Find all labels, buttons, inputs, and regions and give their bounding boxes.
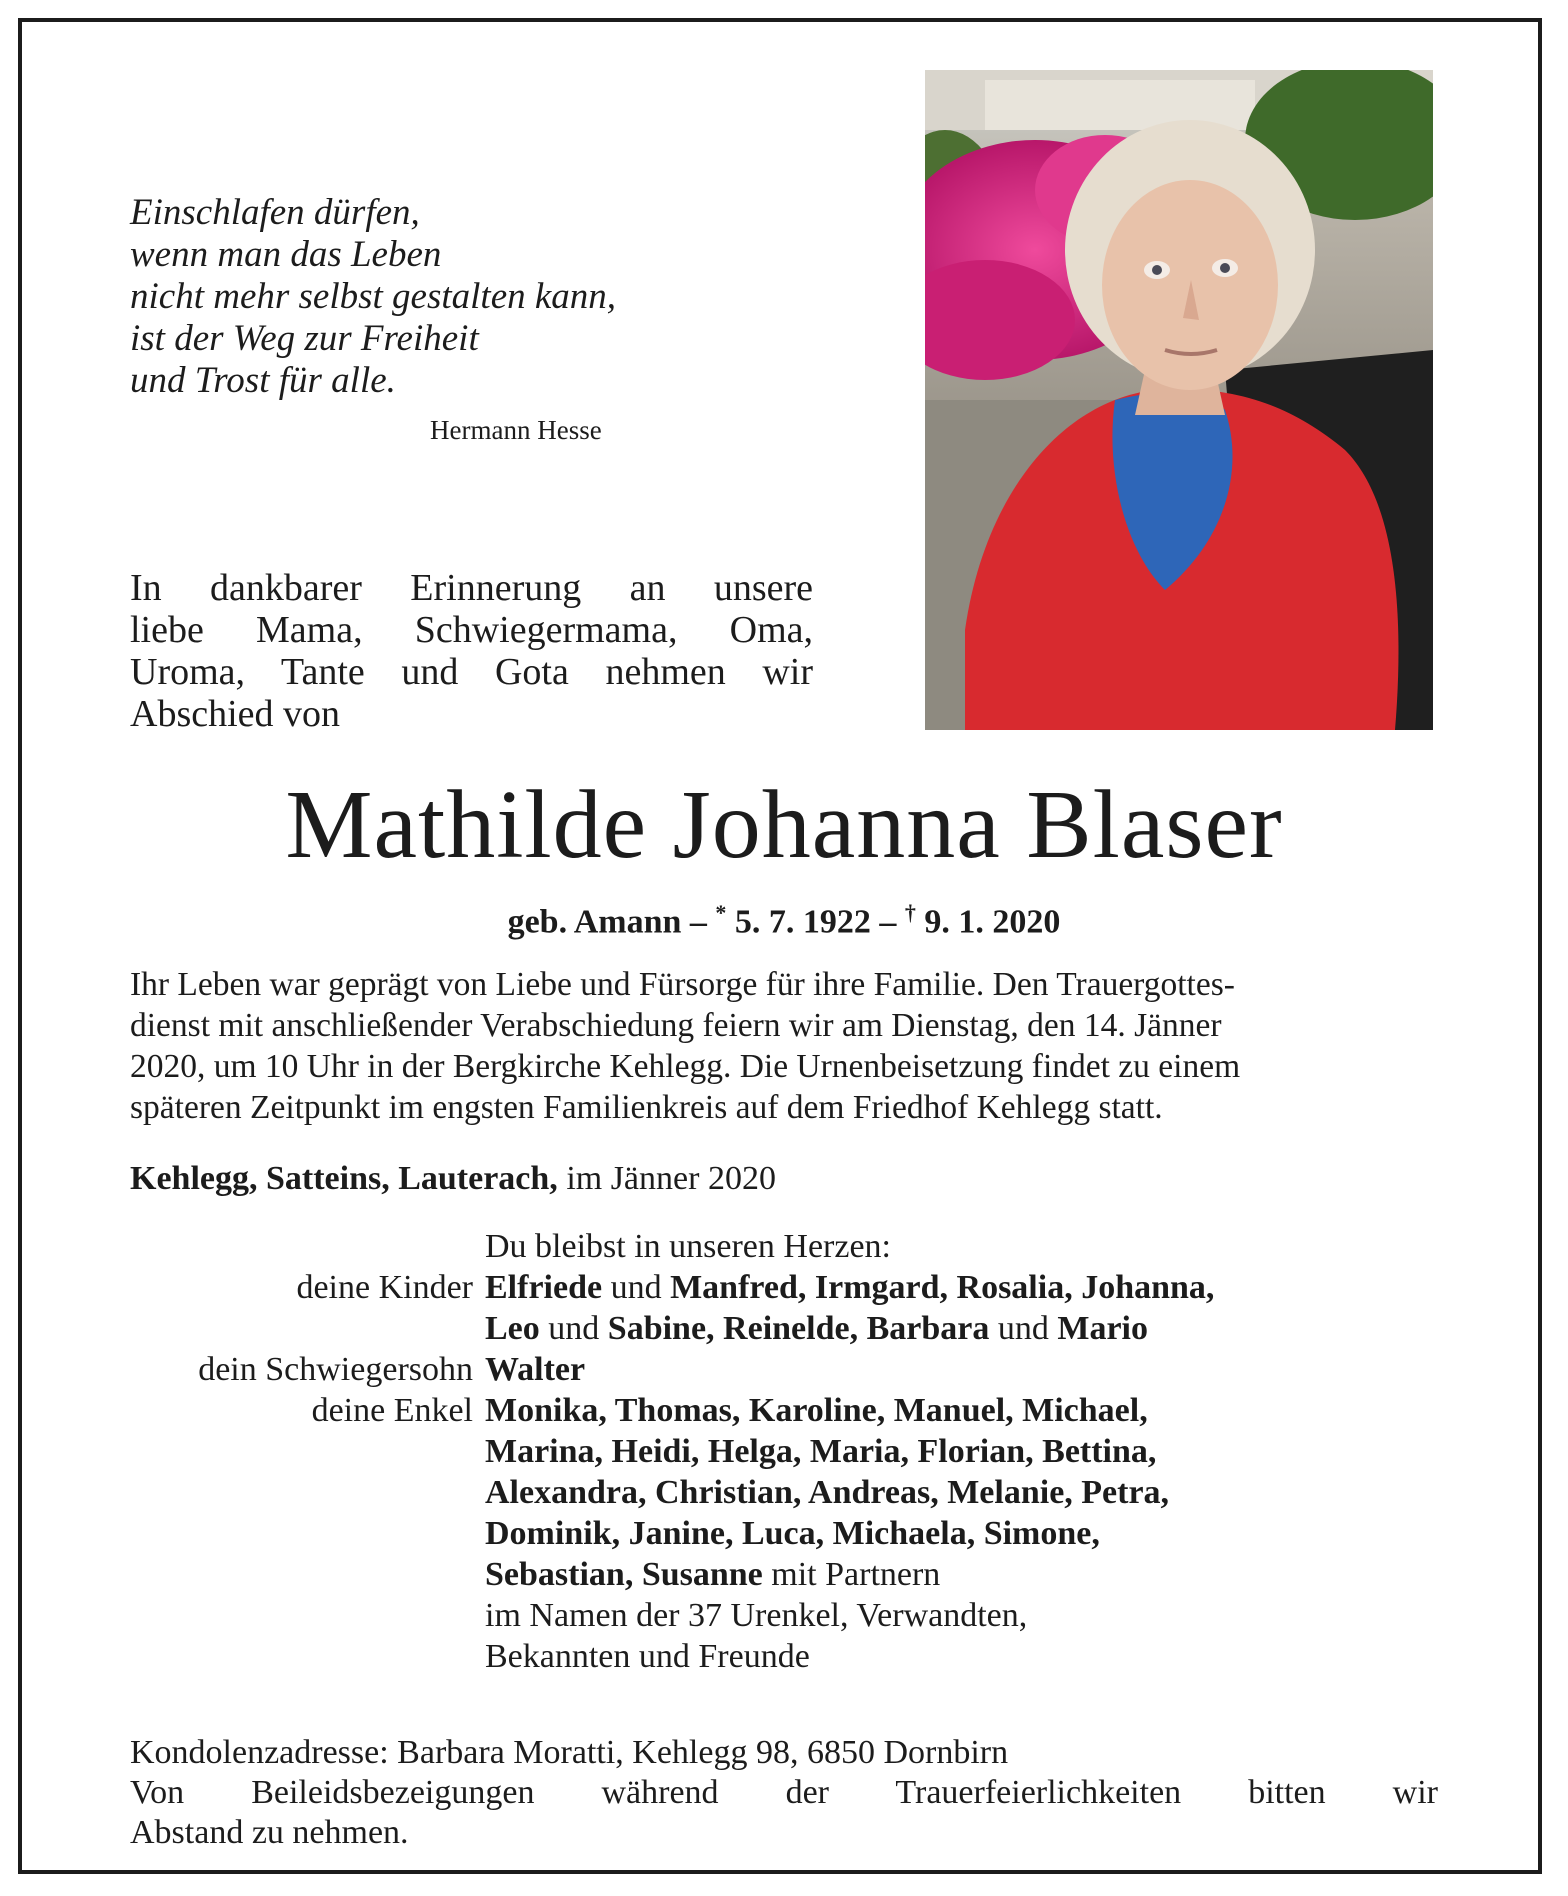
photo-pupil [1152,265,1162,275]
closing-line: im Namen der 37 Urenkel, Verwandten, [485,1597,1028,1634]
poem-author: Hermann Hesse [430,415,602,445]
life-dates [0,900,1568,941]
portrait-photo [925,70,1433,730]
dates-separator: – [681,903,716,941]
grandchildren-line: Alexandra, Christian, Andreas, Melanie, Petra, [485,1474,1170,1511]
grandchildren-label: deine Enkel [311,1392,473,1429]
condolence-block [130,1733,1438,1853]
children-label: deine Kinder [296,1269,473,1306]
intro-line: Abschied von [130,693,341,735]
soninlaw-label: dein Schwiegersohn [198,1351,473,1388]
grandchildren-line: Marina, Heidi, Helga, Maria, Florian, Bettina, [485,1433,1157,1470]
birth-symbol: * [715,900,727,925]
condolence-request: Von Beileidsbezeigungen während der Trauerfeierlichkeiten bitten wir [130,1774,1438,1811]
announcement-line: Ihr Leben war geprägt von Liebe und Fürsorge für ihre Familie. Den Trauergottes- [130,966,1235,1003]
photo-pupil [1220,263,1230,273]
grandchildren-line: Sebastian, Susanne mit Partnern [485,1556,941,1593]
month-year: im Jänner 2020 [557,1160,776,1197]
closing-line: Bekannten und Freunde [485,1638,810,1675]
place-date [130,1160,776,1198]
children-line: Elfriede und Manfred, Irmgard, Rosalia, Johanna, [485,1269,1215,1306]
announcement-line: späteren Zeitpunkt im engsten Familienkreis auf dem Friedhof Kehlegg statt. [130,1089,1163,1126]
soninlaw-name: Walter [485,1351,586,1388]
intro-line: Uroma, Tante und Gota nehmen wir [130,651,813,693]
death-symbol: † [904,900,916,925]
announcement-line: 2020, um 10 Uhr in der Bergkirche Kehlegg. Die Urnenbeisetzung findet zu einem [130,1048,1241,1085]
announcement-line: dienst mit anschließender Verabschiedung feiern wir am Dienstag, den 14. Jänner [130,1007,1222,1044]
children-line: Leo und Sabine, Reinelde, Barbara und Mario [485,1310,1148,1347]
poem [130,192,690,402]
intro-line: liebe Mama, Schwiegermama, Oma, [130,609,813,651]
mourners-list [130,1226,1440,1677]
poem-line: ist der Weg zur Freiheit [130,318,479,359]
birth-date: 5. 7. 1922 [726,903,871,941]
poem-line: wenn man das Leben [130,234,442,275]
intro-line: In dankbarer Erinnerung an unsere [130,567,813,609]
photo-window [985,80,1255,130]
service-announcement [130,964,1438,1128]
dates-separator: – [870,903,905,941]
poem-line: nicht mehr selbst gestalten kann, [130,276,617,317]
death-date: 9. 1. 2020 [915,903,1061,941]
poem-line: und Trost für alle. [130,360,396,401]
poem-line: Einschlafen dürfen, [130,192,420,233]
mourners-heading: Du bleibst in unseren Herzen: [485,1228,891,1265]
intro-text [130,567,813,735]
places: Kehlegg, Satteins, Lauterach, [130,1160,558,1197]
portrait-illustration [925,70,1433,730]
grandchildren-line: Monika, Thomas, Karoline, Manuel, Michael, [485,1392,1148,1429]
grandchildren-line: Dominik, Janine, Luca, Michaela, Simone, [485,1515,1100,1552]
birth-name: geb. Amann [507,903,682,941]
condolence-request: Abstand zu nehmen. [130,1814,409,1851]
condolence-address: Kondolenzadresse: Barbara Moratti, Kehlegg 98, 6850 Dornbirn [130,1734,1009,1771]
deceased-name: Mathilde Johanna Blaser [285,771,1283,879]
